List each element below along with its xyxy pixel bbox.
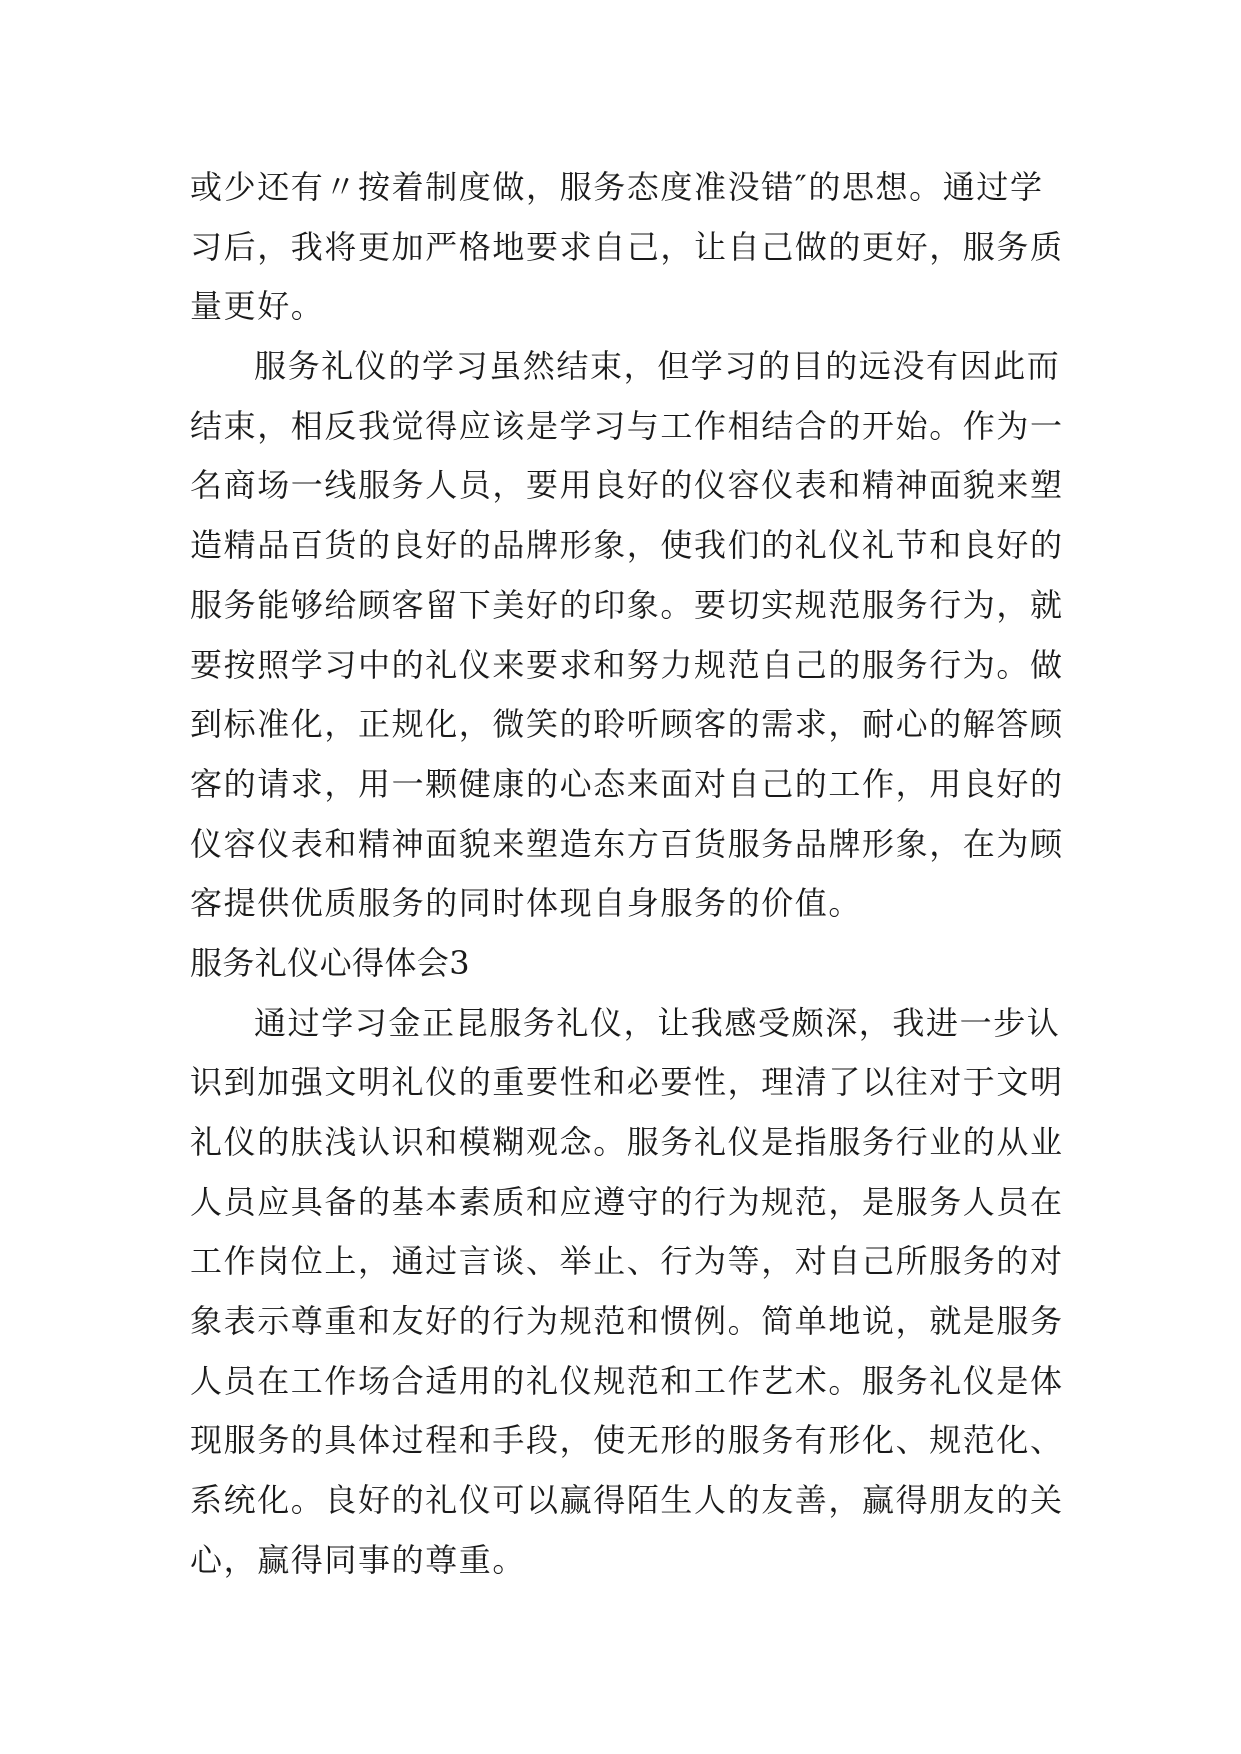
text-line: 识到加强文明礼仪的重要性和必要性，理清了以往对于文明 — [190, 1063, 1064, 1102]
paragraph-first-line: 服务礼仪的学习虽然结束，但学习的目的远没有因此而 — [254, 347, 1061, 386]
paragraph-first-line: 通过学习金正昆服务礼仪，让我感受颇深，我进一步认 — [254, 1003, 1061, 1042]
text-line: 习后，我将更加严格地要求自己，让自己做的更好，服务质 — [190, 227, 1064, 266]
text-line: 客的请求，用一颗健康的心态来面对自己的工作，用良好的 — [190, 764, 1064, 803]
text-line: 人员在工作场合适用的礼仪规范和工作艺术。服务礼仪是体 — [190, 1361, 1064, 1400]
text-line: 系统化。良好的礼仪可以赢得陌生人的友善，赢得朋友的关 — [190, 1481, 1064, 1520]
document-page — [190, 158, 1090, 1591]
text-line: 或少还有〃按着制度做，服务态度准没错″的思想。通过学 — [190, 168, 1044, 206]
text-line: 现服务的具体过程和手段，使无形的服务有形化、规范化、 — [190, 1421, 1064, 1460]
text-line: 工作岗位上，通过言谈、举止、行为等，对自己所服务的对 — [190, 1242, 1064, 1281]
text-line: 量更好。 — [190, 287, 325, 326]
section-heading: 服务礼仪心得体会3 — [190, 943, 470, 982]
text-line: 客提供优质服务的同时体现自身服务的价值。 — [190, 884, 863, 923]
text-line: 到标准化，正规化，微笑的聆听顾客的需求，耐心的解答顾 — [190, 705, 1064, 744]
text-line: 心，赢得同事的尊重。 — [190, 1540, 527, 1579]
text-line: 象表示尊重和友好的行为规范和惯例。简单地说，就是服务 — [190, 1302, 1064, 1341]
text-line: 人员应具备的基本素质和应遵守的行为规范，是服务人员在 — [190, 1182, 1064, 1221]
text-line: 服务能够给顾客留下美好的印象。要切实规范服务行为，就 — [190, 585, 1064, 624]
text-line: 要按照学习中的礼仪来要求和努力规范自己的服务行为。做 — [190, 645, 1064, 684]
text-line: 礼仪的肤浅认识和模糊观念。服务礼仪是指服务行业的从业 — [190, 1123, 1064, 1161]
text-line: 名商场一线服务人员，要用良好的仪容仪表和精神面貌来塑 — [190, 466, 1064, 505]
text-line: 造精品百货的良好的品牌形象，使我们的礼仪礼节和良好的 — [190, 526, 1064, 565]
text-line: 仪容仪表和精神面貌来塑造东方百货服务品牌形象，在为顾 — [190, 824, 1064, 863]
text-line: 结束，相反我觉得应该是学习与工作相结合的开始。作为一 — [190, 406, 1064, 445]
